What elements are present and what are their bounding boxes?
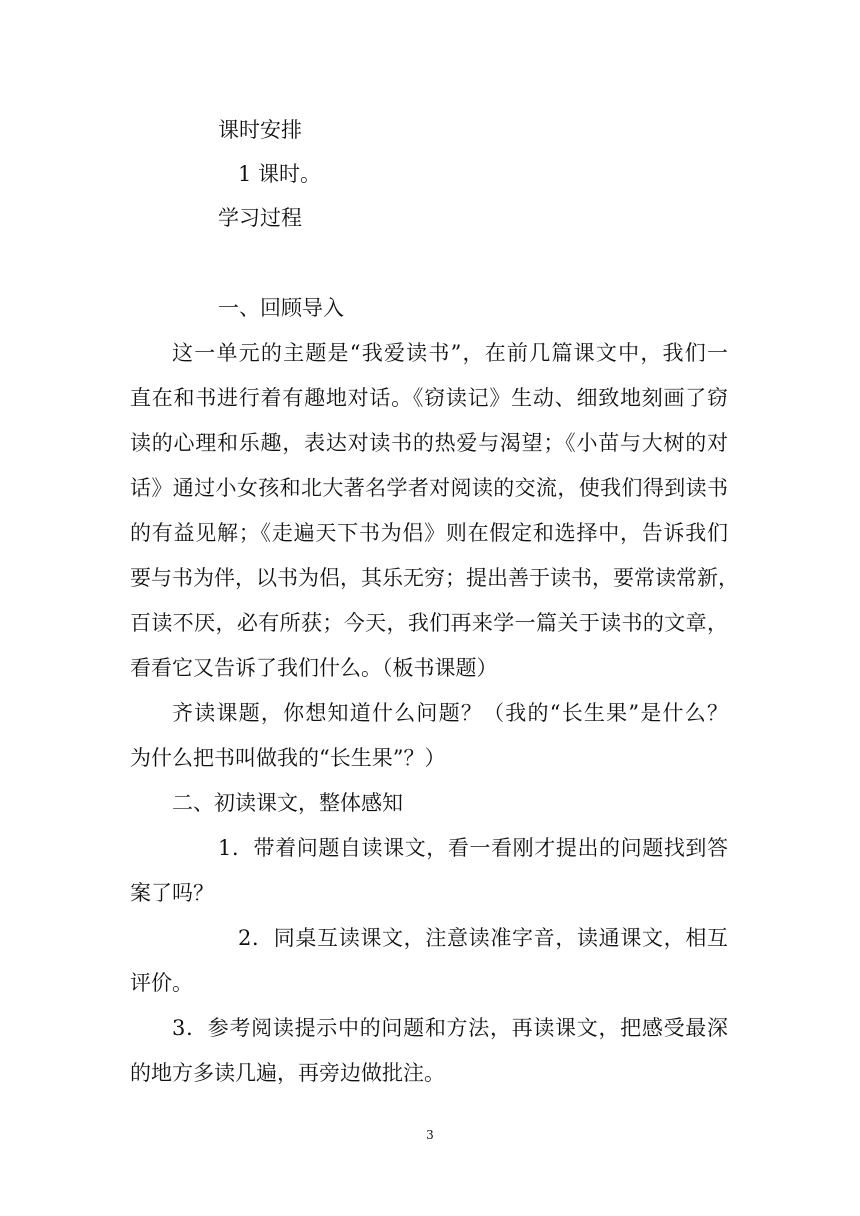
section-title-review: 一、回顾导入: [218, 296, 344, 320]
heading-process: 学习过程: [218, 206, 302, 230]
paragraph-line: 为什么把书叫做我的“长生果”？）: [130, 746, 446, 770]
schedule-value: 1 课时。: [238, 162, 322, 186]
list-item: 评价。: [130, 971, 193, 995]
paragraph-line: 这一单元的主题是“我爱读书”，在前几篇课文中，我们一: [172, 341, 728, 365]
paragraph-line: 的有益见解；《走遍天下书为侣》则在假定和选择中，告诉我们: [130, 521, 728, 545]
paragraph-line: 话》通过小女孩和北大著名学者对阅读的交流，使我们得到读书: [130, 476, 728, 500]
paragraph-line: 齐读课题，你想知道什么问题？（我的“长生果”是什么？: [172, 701, 728, 725]
paragraph-line: 直在和书进行着有趣地对话。《窃读记》生动、细致地刻画了窃: [130, 386, 728, 410]
paragraph-line: 要与书为伴，以书为侣，其乐无穷；提出善于读书，要常读常新，: [130, 566, 739, 590]
paragraph-line: 读的心理和乐趣，表达对读书的热爱与渴望；《小苗与大树的对: [130, 431, 728, 455]
list-item: 2．同桌互读课文，注意读准字音，读通课文，相互: [238, 926, 728, 950]
paragraph-line: 百读不厌，必有所获；今天，我们再来学一篇关于读书的文章，: [130, 611, 728, 635]
list-item: 案了吗？: [130, 881, 214, 905]
list-item: 3．参考阅读提示中的问题和方法，再读课文，把感受最深: [172, 1016, 728, 1040]
heading-schedule: 课时安排: [218, 118, 302, 142]
list-item: 1．带着问题自读课文，看一看刚才提出的问题找到答: [218, 836, 728, 860]
paragraph-line: 看看它又告诉了我们什么。（板书课题）: [130, 656, 498, 680]
page-number: 3: [426, 1128, 434, 1142]
list-item: 的地方多读几遍，再旁边做批注。: [130, 1061, 445, 1085]
section-title-first-reading: 二、初读课文，整体感知: [172, 791, 403, 815]
